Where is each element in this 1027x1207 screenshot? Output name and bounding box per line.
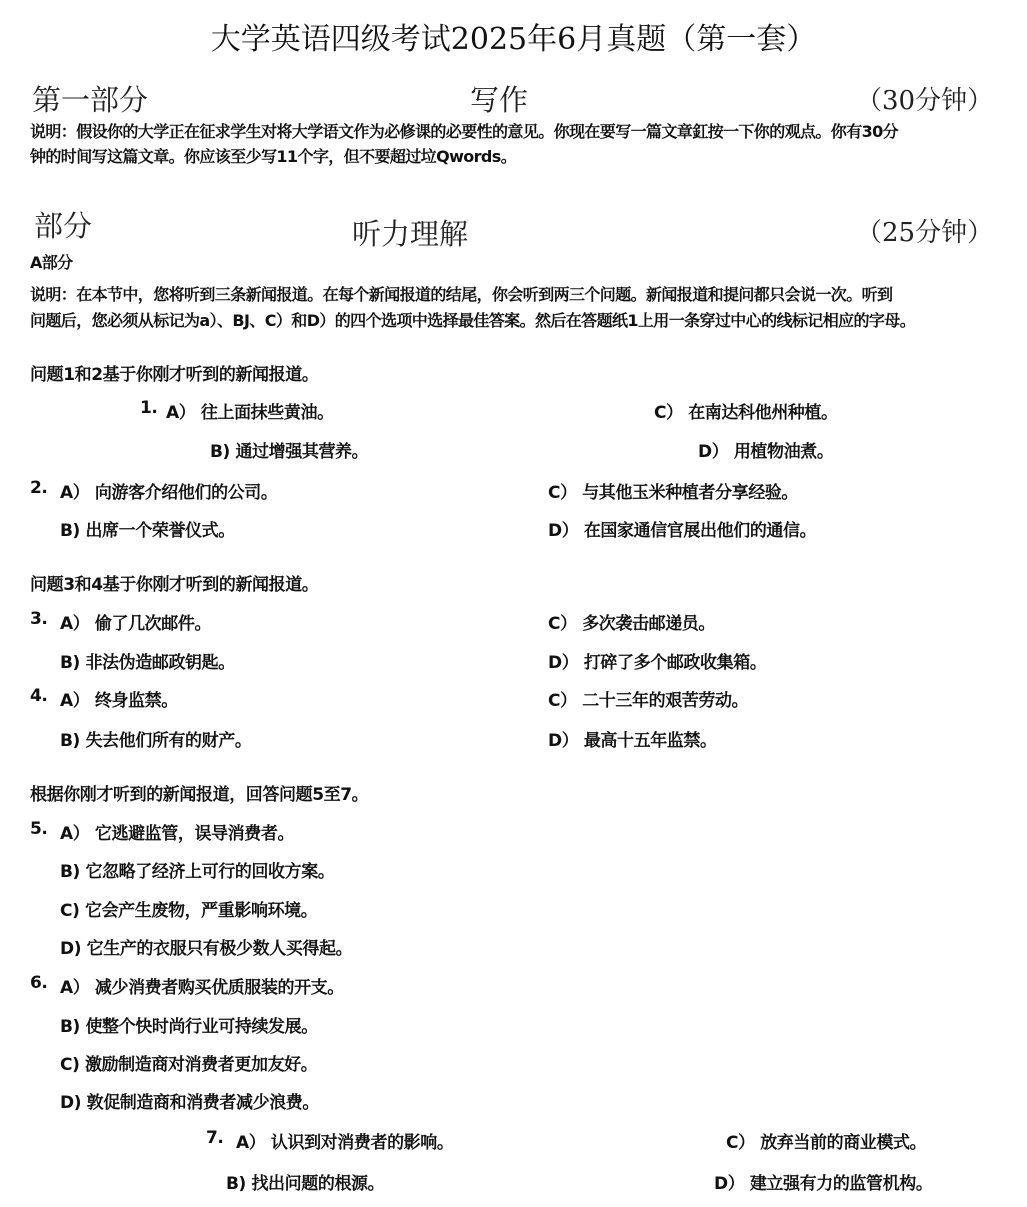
section-a-label: A部分 — [30, 253, 73, 272]
part2-instruction-line2: 问题后，您必须从标记为a）、BJ、C）和D）的四个选项中选择最佳答案。然后在答题纸1上用一条穿过中心的线标记相应的字母。 — [30, 311, 916, 330]
q2-option-b: B) 出席一个荣誉仪式。 — [60, 521, 235, 541]
q3-option-c: C） 多次袭击邮递员。 — [548, 614, 715, 634]
q6-option-b: B) 使整个快时尚行业可持续发展。 — [60, 1017, 318, 1037]
q2-option-d: D） 在国家通信官展出他们的通信。 — [548, 521, 817, 541]
part1-instruction-line2: 钟的时间写这篇文章。你应该至少写11个字，但不要超过垃Qwords。 — [30, 147, 517, 166]
q3-option-d: D） 打碎了多个邮政收集箱。 — [548, 653, 767, 673]
q4-option-a: A） 终身监禁。 — [60, 691, 178, 711]
question-number-6: 6. — [30, 973, 48, 993]
q1-option-b: B) 通过增强其营养。 — [210, 442, 369, 462]
q3-option-b: B) 非法伪造邮政钥匙。 — [60, 653, 235, 673]
q7-option-d: D） 建立强有力的监管机构。 — [714, 1174, 933, 1194]
question-number-1: 1. — [140, 398, 158, 418]
q2-option-a: A） 向游客介绍他们的公司。 — [60, 483, 278, 503]
part1-name: 写作 — [470, 83, 529, 117]
part1-instruction-line1: 说明：假设你的大学正在征求学生对将大学语文作为必修课的必要性的意见。你现在要写一篇文章釭按一下你的观点。你有30分 — [30, 122, 899, 141]
q2-option-c: C） 与其他玉米种植者分享经验。 — [548, 483, 798, 503]
q4-option-c: C） 二十三年的艰苦劳动。 — [548, 691, 749, 711]
part1-label: 第一部分 — [32, 83, 149, 117]
q5-option-c: C) 它会产生废物，严重影响环境。 — [60, 901, 318, 921]
q3-option-a: A） 偷了几次邮件。 — [60, 614, 212, 634]
part2-instruction-line1: 说明：在本节中，您将听到三条新闻报道。在每个新闻报道的结尾，你会听到两三个问题。新闻报道和提问都只会说一次。听到 — [30, 285, 893, 304]
q6-option-c: C) 激励制造商对消费者更加友好。 — [60, 1055, 318, 1075]
q5-option-b: B) 它忽略了经济上可行的回收方案。 — [60, 862, 335, 882]
page-title: 大学英语四级考试2025年6月真题（第一套） — [210, 22, 817, 57]
question-number-4: 4. — [30, 686, 48, 706]
q6-option-a: A） 减少消费者购买优质服装的开支。 — [60, 978, 344, 998]
q6-option-d: D) 敦促制造商和消费者减少浪费。 — [60, 1093, 319, 1113]
part2-name: 听力理解 — [352, 217, 469, 251]
group-heading-q5-7: 根据你刚才听到的新闻报道，回答问题5至7。 — [30, 785, 369, 805]
q7-option-c: C） 放弃当前的商业模式。 — [726, 1133, 927, 1153]
question-number-7: 7. — [206, 1128, 224, 1148]
q4-option-d: D） 最高十五年监禁。 — [548, 731, 717, 751]
question-number-5: 5. — [30, 819, 48, 839]
part2-label: 部分 — [34, 209, 93, 243]
q5-option-d: D) 它生产的衣服只有极少数人买得起。 — [60, 939, 353, 959]
q7-option-b: B) 找出问题的根源。 — [226, 1174, 385, 1194]
question-number-3: 3. — [30, 609, 48, 629]
part1-duration: （30分钟） — [856, 86, 994, 116]
q7-option-a: A） 认识到对消费者的影响。 — [236, 1133, 454, 1153]
q1-option-a: A） 往上面抹些黄油。 — [166, 403, 334, 423]
part2-duration: （25分钟） — [856, 218, 994, 248]
q4-option-b: B) 失去他们所有的财产。 — [60, 731, 252, 751]
q1-option-c: C） 在南达科他州种植。 — [654, 403, 838, 423]
question-number-2: 2. — [30, 478, 48, 498]
group-heading-q3-4: 问题3和4基于你刚才听到的新闻报道。 — [30, 575, 319, 595]
group-heading-q1-2: 问题1和2基于你刚才听到的新闻报道。 — [30, 365, 319, 385]
q5-option-a: A） 它逃避监管，误导消费者。 — [60, 824, 295, 844]
q1-option-d: D） 用植物油煮。 — [698, 442, 834, 462]
